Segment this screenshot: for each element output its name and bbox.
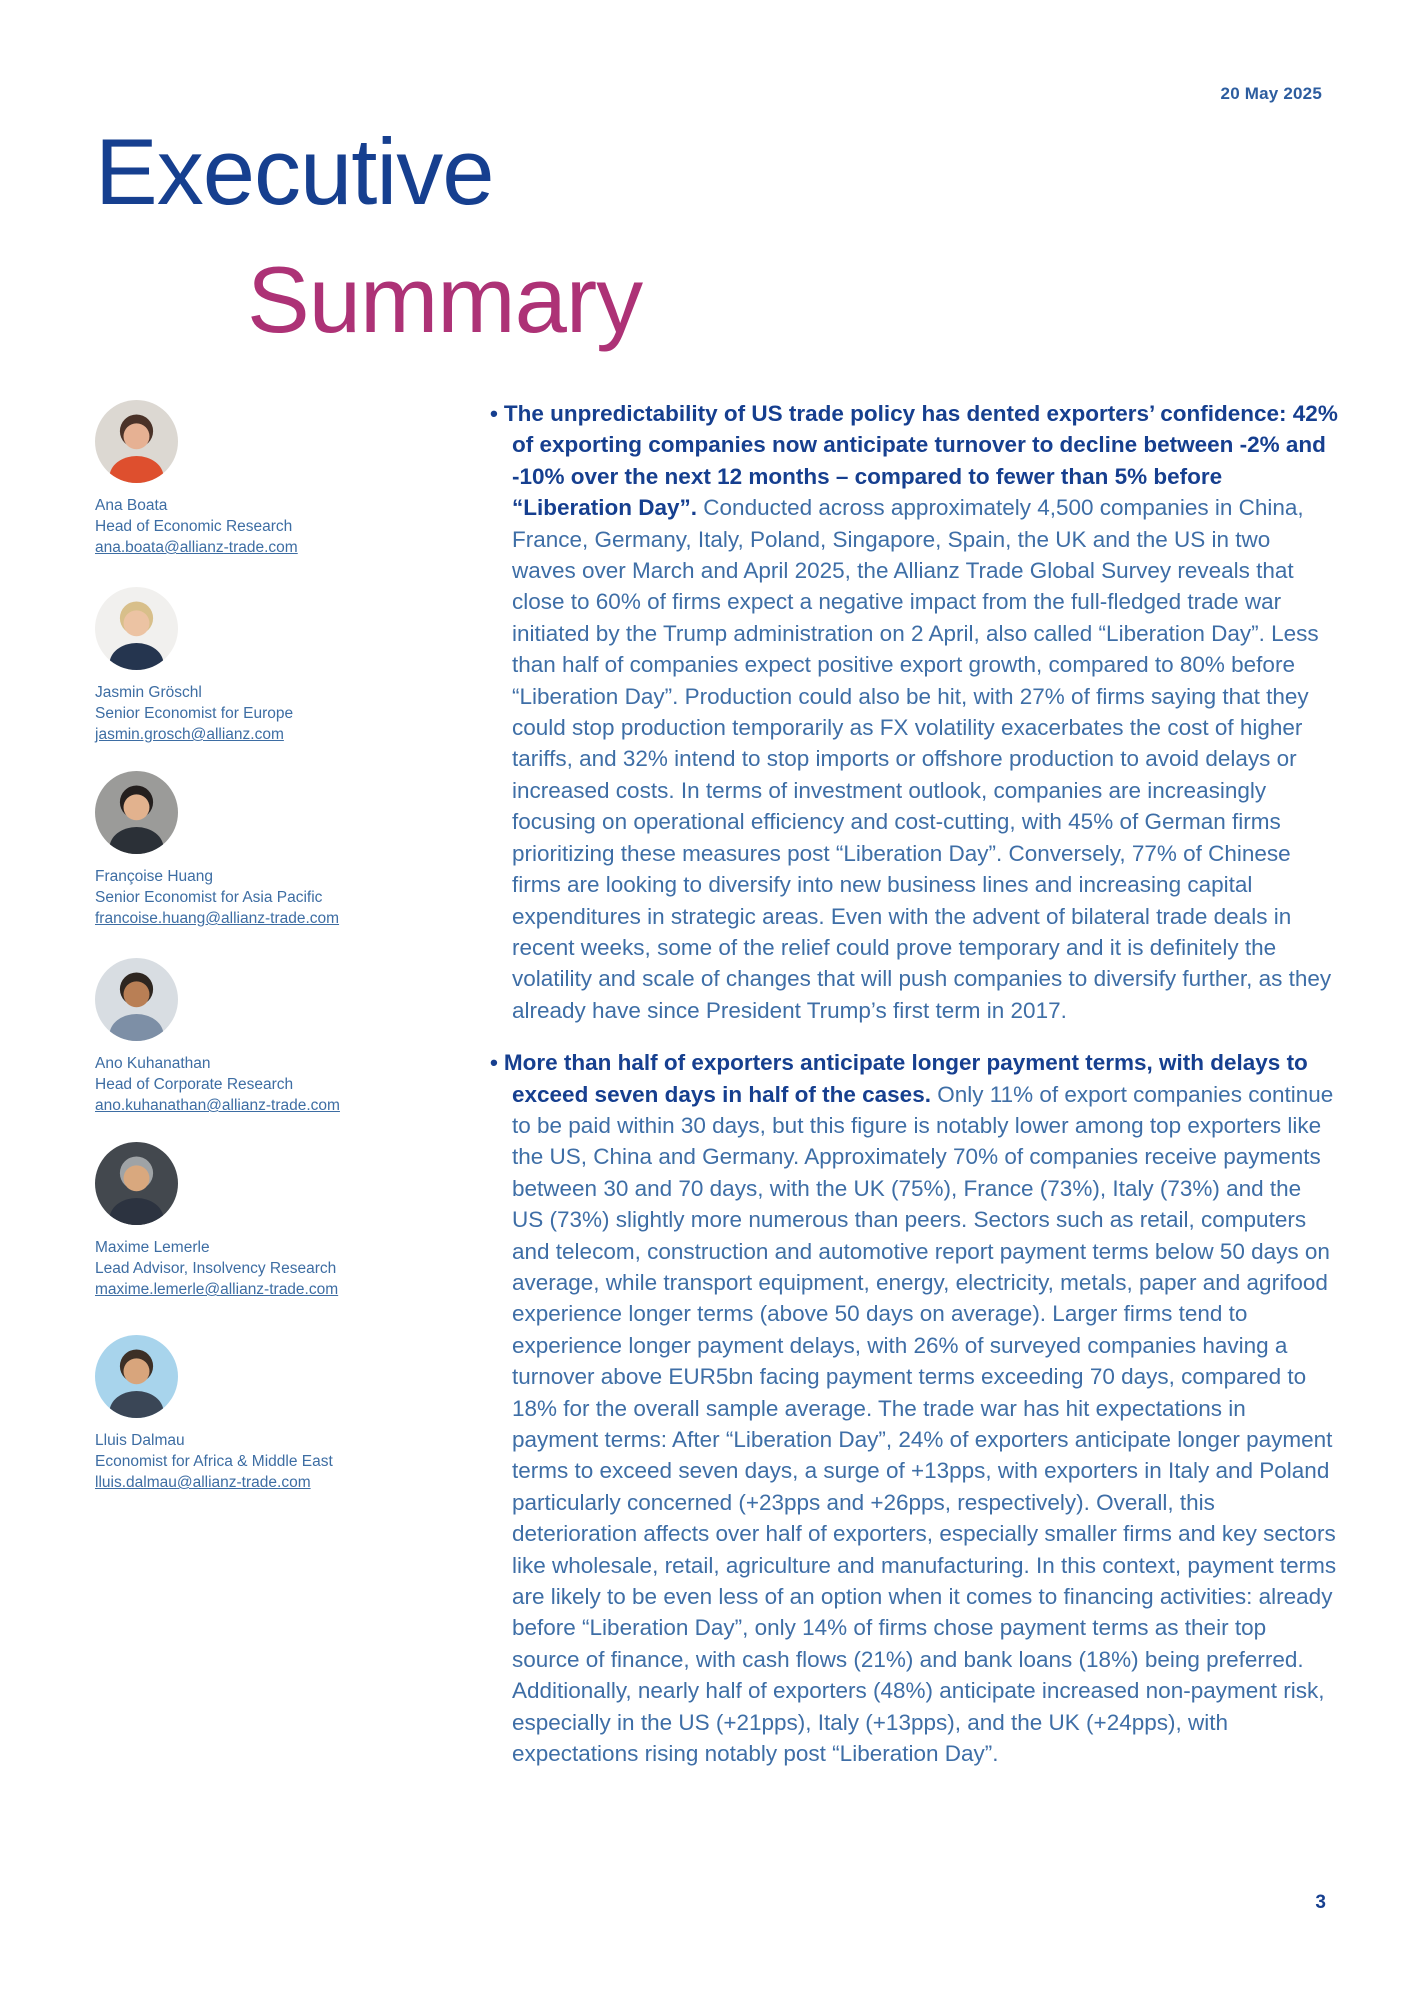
author-photo (95, 400, 178, 483)
summary-paragraph-1 (490, 398, 1338, 1026)
person-portrait-icon (95, 958, 178, 1041)
author-role: Head of Corporate Research (95, 1076, 294, 1093)
body-column (490, 398, 1338, 1790)
paragraph-lead: More than half of exporters anticipate longer payment terms, with delays to exceed seven days in half of the cases. (503, 1050, 1308, 1107)
author-role: Senior Economist for Asia Pacific (95, 889, 323, 906)
author-role: Head of Economic Research (95, 518, 293, 535)
author-role: Lead Advisor, Insolvency Research (95, 1260, 337, 1277)
paragraph-text: Conducted across approximately 4,500 companies in China, France, Germany, Italy, Poland, Singapore, Spain, the UK and the US in two waves over March and April 2025, the Allianz Trade Global Survey reveals that close to 60% of firms expect a negative impact from the full-fledged trade war initiated by the Trump administration on 2 April, also called “Liberation Day”. Less than half of companies expect positive export growth, compared to 80% before “Liberation Day”. Production could also be hit, with 27% of firms saying that they could stop production temporarily as FX volatility exacerbates the cost of higher tariffs, and 32% intend to stop imports or offshore production to avoid delays or increased costs. In terms of investment outlook, companies are increasingly focusing on operational efficiency and cost-cutting, with 45% of German firms prioritizing these measures post “Liberation Day”. Conversely, 77% of Chinese firms are looking to diversify into new business lines and increasing capital expenditures in strategic areas. Even with the advent of bilateral trade deals in recent weeks, some of the relief could prove temporary and it is definitely the volatility and scale of changes that will push companies to diversify further, as they already have since President Trump’s first term in 2017. (512, 495, 1332, 1023)
bullet-marker: • (490, 401, 498, 426)
author-photo (95, 771, 178, 854)
author-email-link[interactable]: ana.boata@allianz-trade.com (95, 539, 298, 556)
author-email-link[interactable]: lluis.dalmau@allianz-trade.com (95, 1474, 311, 1491)
author-role: Economist for Africa & Middle East (95, 1453, 333, 1470)
page-title (95, 108, 642, 364)
author-block (95, 1142, 425, 1300)
person-portrait-icon (95, 1142, 178, 1225)
author-name: Lluis Dalmau (95, 1432, 185, 1449)
author-email-link[interactable]: jasmin.grosch@allianz.com (95, 726, 284, 743)
page-number: 3 (1315, 1892, 1326, 1913)
summary-paragraph-2 (490, 1047, 1338, 1769)
bullet-marker: • (490, 1050, 498, 1076)
author-email-link[interactable]: francoise.huang@allianz-trade.com (95, 910, 340, 927)
author-block (95, 1335, 425, 1493)
author-photo (95, 1142, 178, 1225)
author-name: Maxime Lemerle (95, 1239, 210, 1256)
author-block (95, 958, 425, 1116)
author-email-link[interactable]: ano.kuhanathan@allianz-trade.com (95, 1097, 340, 1114)
author-email-link[interactable]: maxime.lemerle@allianz-trade.com (95, 1281, 339, 1298)
person-portrait-icon (95, 771, 178, 854)
author-photo (95, 587, 178, 670)
author-name: Ano Kuhanathan (95, 1055, 211, 1072)
paragraph-text: Only 11% of export companies continue to be paid within 30 days, but this figure is notably lower among top exporters like the US, China and Germany. Approximately 70% of companies receive payments between 30 and 70 days, with the UK (75%), France (73%), Italy (73%) and the US (73%) slightly more numerous than peers. Sectors such as retail, computers and telecom, construction and automotive report payment terms below 50 days on average, while transport equipment, energy, electricity, metals, paper and agrifood experience longer terms (above 50 days on average). Larger firms tend to experience longer payment delays, with 26% of surveyed companies having a turnover above EUR5bn facing payment terms exceeding 70 days, compared to 18% for the overall sample average. The trade war has hit expectations in payment terms: After “Liberation Day”, 24% of exporters anticipate longer payment terms to exceed seven days, a surge of +13pps, with exporters in Italy and Poland particularly concerned (+23pps and +26pps, respectively). Overall, this deterioration affects over half of exporters, especially smaller firms and key sectors like wholesale, retail, agriculture and manufacturing. In this context, payment terms are likely to be even less of an option when it comes to financing activities: already before “Liberation Day”, only 14% of firms chose payment terms as their top source of finance, with cash flows (21%) and bank loans (18%) being preferred. Additionally, nearly half of exporters (48%) anticipate increased non-payment risk, especially in the US (+21pps), Italy (+13pps), and the UK (+24pps), with expectations rising notably post “Liberation Day”. (512, 1081, 1337, 1767)
report-date: 20 May 2025 (1220, 84, 1322, 103)
author-block (95, 587, 425, 745)
author-name: Françoise Huang (95, 868, 214, 885)
author-block (95, 400, 425, 558)
person-portrait-icon (95, 400, 178, 483)
author-photo (95, 958, 178, 1041)
author-block (95, 771, 425, 929)
person-portrait-icon (95, 587, 178, 670)
page-title-line1: Executive (95, 119, 494, 224)
author-name: Ana Boata (95, 497, 168, 514)
page-title-line2: Summary (247, 246, 643, 352)
paragraph-lead: The unpredictability of US trade policy has dented exporters’ confidence: 42% of exporting companies now anticipate turnover to decline between -2% and -10% over the next 12 months – compared to fewer than 5% before “Liberation Day”. (503, 401, 1338, 521)
person-portrait-icon (95, 1335, 178, 1418)
author-role: Senior Economist for Europe (95, 705, 294, 722)
author-name: Jasmin Gröschl (95, 684, 202, 701)
author-photo (95, 1335, 178, 1418)
